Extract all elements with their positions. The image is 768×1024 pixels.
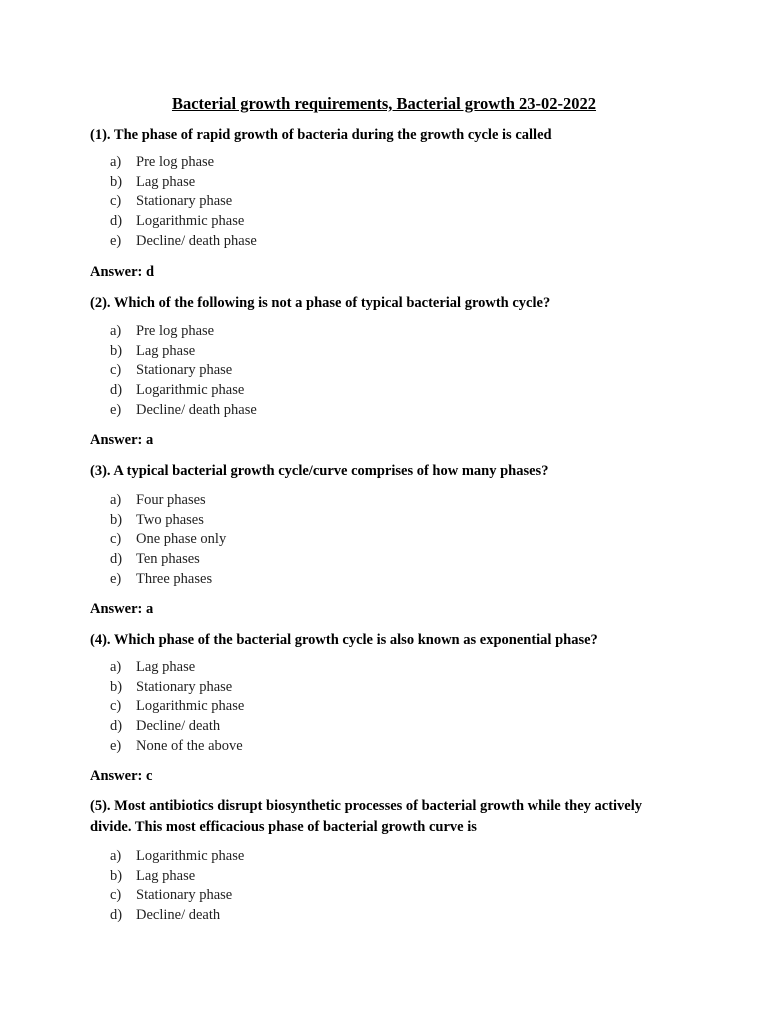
question-1: (1). The phase of rapid growth of bacteria during the growth cycle is called (90, 127, 552, 143)
option-3d: d) Ten phases (110, 551, 200, 568)
option-4e: e) None of the above (110, 737, 243, 754)
answer-2: Answer: a (90, 432, 154, 448)
question-4: (4). Which phase of the bacterial growth cycle is also known as exponential phase? (90, 632, 598, 648)
options-list-2 (110, 322, 257, 420)
question-5: (5). Most antibiotics disrupt biosynthetic processes of bacterial growth while they actively divide. This most efficacious phase of bacterial growth curve is (90, 798, 643, 835)
option-2d: d) Logarithmic phase (110, 382, 245, 399)
answer-4: Answer: c (90, 768, 153, 784)
option-1b: b) Lag phase (110, 173, 196, 190)
options-list-5 (110, 847, 244, 926)
question-2: (2). Which of the following is not a phase of typical bacterial growth cycle? (90, 295, 551, 311)
option-3c: c) One phase only (110, 531, 227, 548)
option-1e: e) Decline/ death phase (110, 232, 257, 249)
option-4d: d) Decline/ death (110, 718, 221, 735)
answer-1: Answer: d (90, 264, 155, 280)
option-4c: c) Logarithmic phase (110, 698, 245, 715)
option-1d: d) Logarithmic phase (110, 213, 245, 230)
options-list-4 (110, 658, 244, 756)
option-5a: a) Logarithmic phase (110, 848, 245, 864)
option-5b: b) Lag phase (110, 867, 196, 884)
option-3a: a) Four phases (110, 492, 206, 508)
option-2a: a) Pre log phase (110, 323, 215, 339)
option-2b: b) Lag phase (110, 342, 196, 359)
option-1c: c) Stationary phase (110, 193, 233, 210)
options-list-3 (110, 491, 226, 589)
option-3b: b) Two phases (110, 511, 204, 528)
question-3: (3). A typical bacterial growth cycle/curve comprises of how many phases? (90, 463, 549, 479)
option-1a: a) Pre log phase (110, 154, 215, 170)
option-3e: e) Three phases (110, 570, 213, 587)
answer-3: Answer: a (90, 601, 154, 617)
options-list-1 (110, 153, 257, 251)
option-4a: a) Lag phase (110, 659, 196, 675)
option-5d: d) Decline/ death (110, 907, 221, 924)
option-4b: b) Stationary phase (110, 678, 233, 695)
option-5c: c) Stationary phase (110, 887, 233, 904)
option-2c: c) Stationary phase (110, 362, 233, 379)
option-2e: e) Decline/ death phase (110, 401, 257, 418)
document-title: Bacterial growth requirements, Bacterial growth 23-02-2022 (171, 94, 597, 113)
